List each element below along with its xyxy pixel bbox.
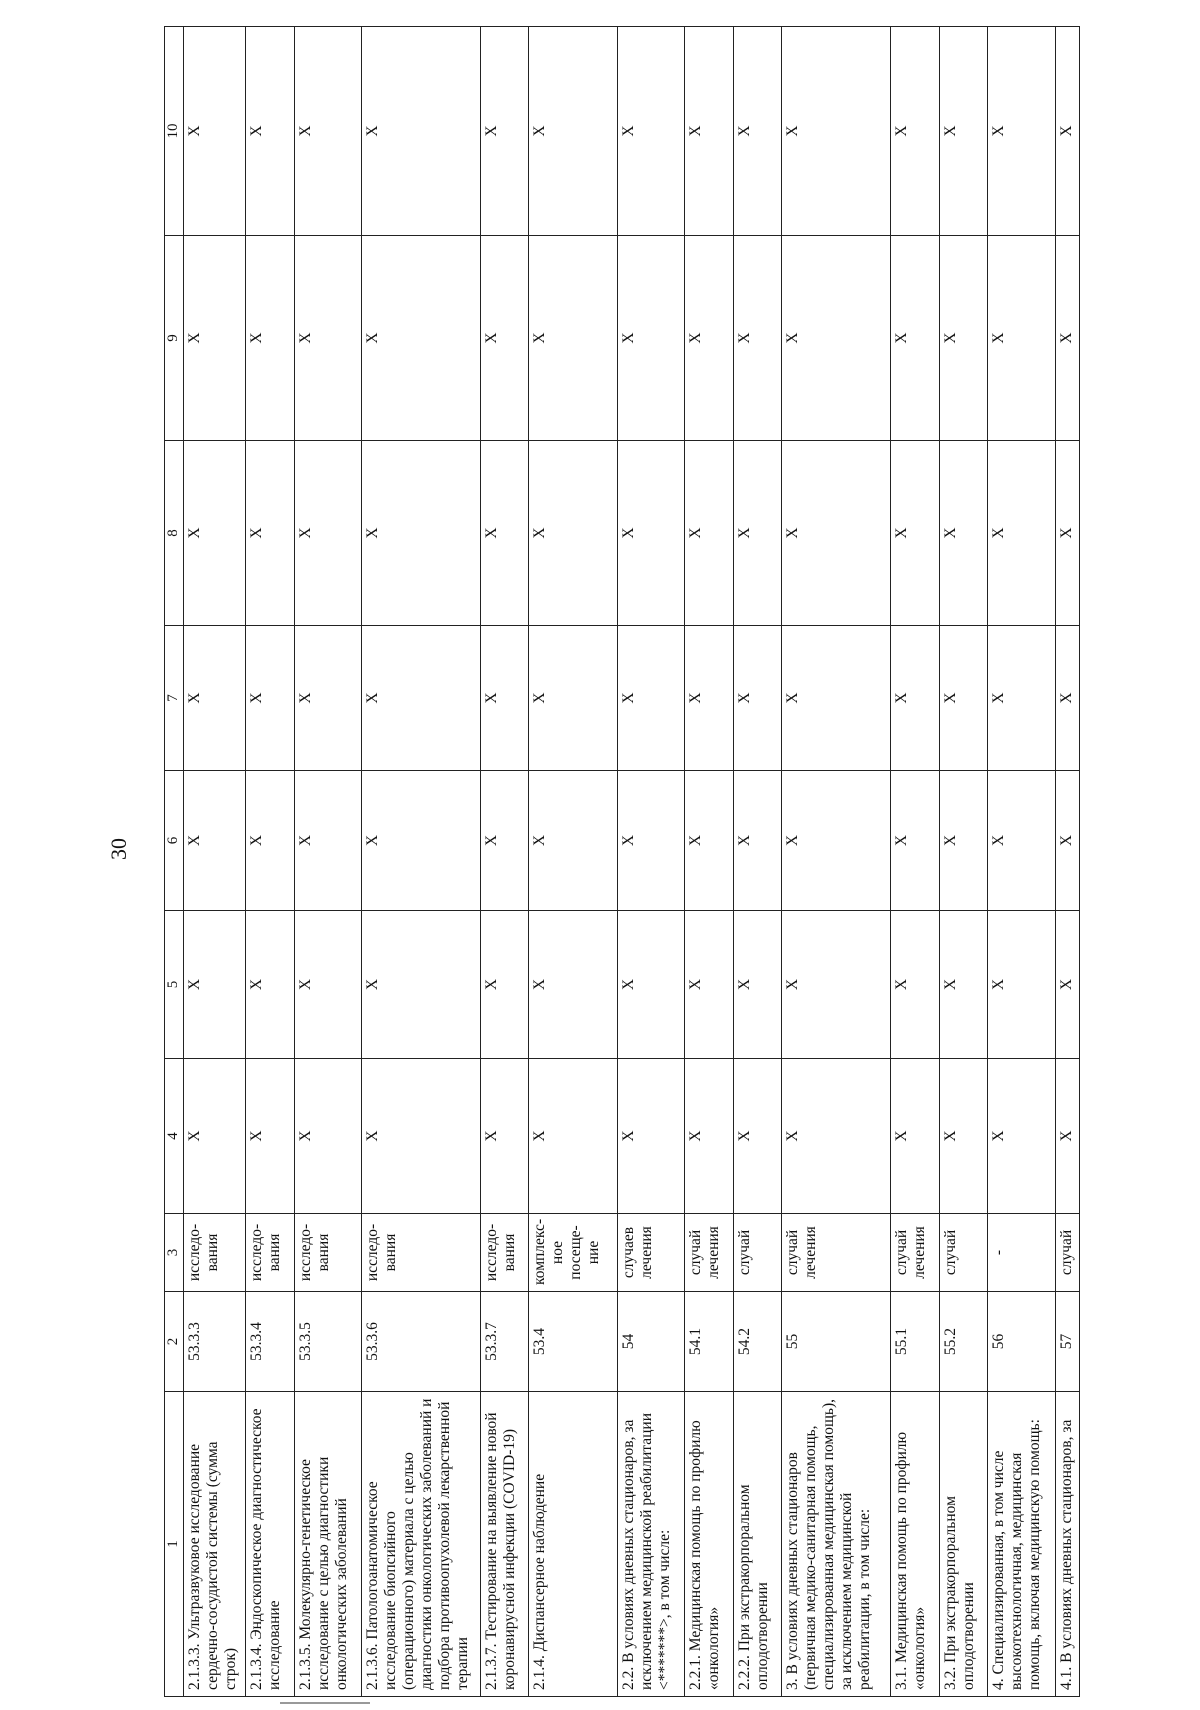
row-code: 53.3.7	[480, 1292, 528, 1392]
row-name: 2.1.3.6. Патологоанатомическое исследование биопсийного (операционного) материала с целью диагностики онкологических заболеваний и подбора противоопухолевой лекарственной терапии	[361, 1392, 480, 1697]
row-code: 54.1	[685, 1292, 733, 1392]
cell-col-10: X	[781, 27, 890, 236]
col-header-6: 6	[165, 771, 184, 911]
cell-col-6: X	[480, 771, 528, 911]
cell-col-8: X	[685, 441, 733, 626]
cell-col-9: X	[361, 236, 480, 441]
col-header-9: 9	[165, 236, 184, 441]
cell-col-9: X	[891, 236, 939, 441]
cell-col-6: X	[1055, 771, 1079, 911]
cell-col-4: X	[184, 1059, 246, 1214]
row-code: 55.2	[939, 1292, 987, 1392]
cell-col-8: X	[781, 441, 890, 626]
cell-col-6: X	[733, 771, 781, 911]
cell-col-10: X	[480, 27, 528, 236]
table-row	[988, 27, 1055, 1697]
cell-col-10: X	[685, 27, 733, 236]
cell-col-10: X	[939, 27, 987, 236]
row-code: 56	[988, 1292, 1055, 1392]
cell-col-7: X	[733, 626, 781, 771]
cell-col-9: X	[617, 236, 684, 441]
col-header-8: 8	[165, 441, 184, 626]
cell-col-7: X	[617, 626, 684, 771]
cell-col-6: X	[891, 771, 939, 911]
cell-col-10: X	[733, 27, 781, 236]
cell-col-4: X	[891, 1059, 939, 1214]
cell-col-5: X	[891, 911, 939, 1059]
table-row	[480, 27, 528, 1697]
col-header-5: 5	[165, 911, 184, 1059]
cell-col-5: X	[1055, 911, 1079, 1059]
row-name: 2.1.3.7. Тестирование на выявление новой коронавирусной инфекции (COVID-19)	[480, 1392, 528, 1697]
cell-col-5: X	[294, 911, 361, 1059]
cell-col-7: X	[685, 626, 733, 771]
cell-col-4: X	[939, 1059, 987, 1214]
cell-col-4: X	[617, 1059, 684, 1214]
cell-col-6: X	[294, 771, 361, 911]
table-row	[939, 27, 987, 1697]
cell-col-10: X	[246, 27, 294, 236]
row-name: 4. Специализированная, в том числе высокотехнологичная, медицинская помощь, включая медицинскую помощь:	[988, 1392, 1055, 1697]
table-row	[529, 27, 617, 1697]
cell-col-8: X	[480, 441, 528, 626]
cell-col-8: X	[529, 441, 617, 626]
cell-col-7: X	[246, 626, 294, 771]
row-unit: случай лечения	[685, 1214, 733, 1292]
col-header-10: 10	[165, 27, 184, 236]
row-code: 53.4	[529, 1292, 617, 1392]
row-code: 53.3.3	[184, 1292, 246, 1392]
row-name: 3.2. При экстракорпоральном оплодотворении	[939, 1392, 987, 1697]
table-row	[294, 27, 361, 1697]
table-row	[781, 27, 890, 1697]
row-name: 4.1. В условиях дневных стационаров, за	[1055, 1392, 1079, 1697]
cell-col-4: X	[361, 1059, 480, 1214]
cell-col-10: X	[891, 27, 939, 236]
row-code: 55.1	[891, 1292, 939, 1392]
cell-col-5: X	[480, 911, 528, 1059]
row-unit: случай лечения	[891, 1214, 939, 1292]
col-header-1: 1	[165, 1392, 184, 1697]
row-code: 53.3.4	[246, 1292, 294, 1392]
cell-col-7: X	[480, 626, 528, 771]
row-unit: случай	[733, 1214, 781, 1292]
row-unit: исследо-вания	[184, 1214, 246, 1292]
cell-col-10: X	[184, 27, 246, 236]
cell-col-7: X	[294, 626, 361, 771]
row-name: 2.2.1. Медицинская помощь по профилю «онкология»	[685, 1392, 733, 1697]
cell-col-5: X	[939, 911, 987, 1059]
row-name: 2.1.3.4. Эндоскопическое диагностическое исследование	[246, 1392, 294, 1697]
bottom-edge-mark	[280, 1702, 370, 1704]
row-unit: исследо-вания	[294, 1214, 361, 1292]
cell-col-5: X	[988, 911, 1055, 1059]
row-name: 2.2.2. При экстракорпоральном оплодотворении	[733, 1392, 781, 1697]
cell-col-5: X	[361, 911, 480, 1059]
cell-col-6: X	[988, 771, 1055, 911]
cell-col-4: X	[685, 1059, 733, 1214]
table-row	[184, 27, 246, 1697]
column-number-row	[165, 27, 184, 1697]
cell-col-6: X	[939, 771, 987, 911]
col-header-4: 4	[165, 1059, 184, 1214]
cell-col-6: X	[361, 771, 480, 911]
cell-col-8: X	[184, 441, 246, 626]
cell-col-9: X	[781, 236, 890, 441]
cell-col-9: X	[1055, 236, 1079, 441]
row-unit: случай	[1055, 1214, 1079, 1292]
row-code: 54	[617, 1292, 684, 1392]
row-name: 2.1.3.3. Ультразвуковое исследование сердечно-сосудистой системы (сумма строк)	[184, 1392, 246, 1697]
cell-col-6: X	[529, 771, 617, 911]
cell-col-7: X	[529, 626, 617, 771]
rotated-table-wrapper	[164, 27, 1080, 1697]
cell-col-8: X	[1055, 441, 1079, 626]
row-unit: исследо-вания	[361, 1214, 480, 1292]
cell-col-9: X	[988, 236, 1055, 441]
row-name: 3.1. Медицинская помощь по профилю «онкология»	[891, 1392, 939, 1697]
cell-col-9: X	[939, 236, 987, 441]
cell-col-8: X	[361, 441, 480, 626]
row-unit: -	[988, 1214, 1055, 1292]
row-unit: случай	[939, 1214, 987, 1292]
cell-col-7: X	[184, 626, 246, 771]
cell-col-6: X	[617, 771, 684, 911]
cell-col-4: X	[733, 1059, 781, 1214]
table-row	[361, 27, 480, 1697]
row-unit: комплекс-ное посеще-ние	[529, 1214, 617, 1292]
col-header-3: 3	[165, 1214, 184, 1292]
cell-col-6: X	[685, 771, 733, 911]
cell-col-10: X	[988, 27, 1055, 236]
cell-col-4: X	[781, 1059, 890, 1214]
cell-col-5: X	[184, 911, 246, 1059]
table-row	[617, 27, 684, 1697]
table-row	[891, 27, 939, 1697]
cell-col-4: X	[988, 1059, 1055, 1214]
row-unit: случай лечения	[781, 1214, 890, 1292]
cell-col-5: X	[246, 911, 294, 1059]
cell-col-7: X	[988, 626, 1055, 771]
row-code: 57	[1055, 1292, 1079, 1392]
cell-col-9: X	[184, 236, 246, 441]
cell-col-9: X	[685, 236, 733, 441]
cell-col-9: X	[246, 236, 294, 441]
row-unit: случаев лечения	[617, 1214, 684, 1292]
cell-col-7: X	[939, 626, 987, 771]
page-number: 30	[106, 838, 131, 860]
cell-col-6: X	[184, 771, 246, 911]
row-code: 55	[781, 1292, 890, 1392]
row-code: 54.2	[733, 1292, 781, 1392]
cell-col-10: X	[294, 27, 361, 236]
table-row	[246, 27, 294, 1697]
cell-col-5: X	[733, 911, 781, 1059]
col-header-7: 7	[165, 626, 184, 771]
row-unit: исследо-вания	[480, 1214, 528, 1292]
row-name: 2.2. В условиях дневных стационаров, за исключением медицинской реабилитации <*******>, в том числе:	[617, 1392, 684, 1697]
cell-col-5: X	[781, 911, 890, 1059]
cell-col-7: X	[891, 626, 939, 771]
cell-col-8: X	[246, 441, 294, 626]
cell-col-9: X	[733, 236, 781, 441]
cell-col-10: X	[617, 27, 684, 236]
cell-col-10: X	[361, 27, 480, 236]
cell-col-7: X	[781, 626, 890, 771]
table-row	[685, 27, 733, 1697]
cell-col-8: X	[988, 441, 1055, 626]
cell-col-5: X	[529, 911, 617, 1059]
cell-col-5: X	[685, 911, 733, 1059]
cell-col-8: X	[294, 441, 361, 626]
cell-col-9: X	[529, 236, 617, 441]
cell-col-4: X	[294, 1059, 361, 1214]
cell-col-10: X	[529, 27, 617, 236]
cell-col-9: X	[294, 236, 361, 441]
table-row	[1055, 27, 1079, 1697]
cell-col-9: X	[480, 236, 528, 441]
cell-col-4: X	[1055, 1059, 1079, 1214]
row-name: 2.1.4. Диспансерное наблюдение	[529, 1392, 617, 1697]
row-unit: исследо-вания	[246, 1214, 294, 1292]
table-body	[184, 27, 1080, 1697]
row-code: 53.3.5	[294, 1292, 361, 1392]
cell-col-8: X	[617, 441, 684, 626]
cell-col-4: X	[529, 1059, 617, 1214]
cell-col-7: X	[1055, 626, 1079, 771]
cell-col-4: X	[480, 1059, 528, 1214]
cell-col-10: X	[1055, 27, 1079, 236]
table-row	[733, 27, 781, 1697]
cell-col-8: X	[939, 441, 987, 626]
row-name: 3. В условиях дневных стационаров (первичная медико-санитарная помощь, специализированная медицинская помощь), за исключением медицинской реабилитации, в том числе:	[781, 1392, 890, 1697]
cell-col-6: X	[781, 771, 890, 911]
col-header-2: 2	[165, 1292, 184, 1392]
cell-col-6: X	[246, 771, 294, 911]
cell-col-8: X	[891, 441, 939, 626]
cell-col-5: X	[617, 911, 684, 1059]
cell-col-8: X	[733, 441, 781, 626]
row-code: 53.3.6	[361, 1292, 480, 1392]
row-name: 2.1.3.5. Молекулярно-генетическое исследование с целью диагностики онкологических заболеваний	[294, 1392, 361, 1697]
cell-col-7: X	[361, 626, 480, 771]
cell-col-4: X	[246, 1059, 294, 1214]
data-table	[164, 26, 1080, 1697]
